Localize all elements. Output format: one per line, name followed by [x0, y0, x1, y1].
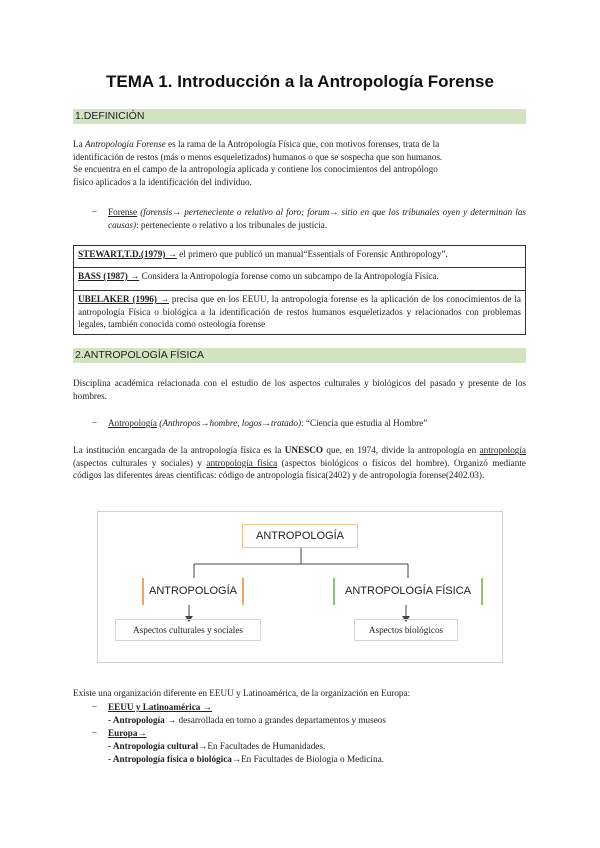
text-line2: identificación de restos (más o menos esqueletizados) humanos o que se sospecha que son humanos. [73, 151, 443, 162]
europa-heading [108, 727, 147, 740]
unesco-paragraph [73, 444, 526, 482]
ref-author: STEWART,T.D.(1979) → [78, 249, 177, 259]
section-heading-antropologia-fisica: 2.ANTROPOLOGÍA FÍSICA [73, 348, 526, 363]
reference-box-stewart [73, 245, 526, 268]
diagram-right-node: ANTROPOLOGÍA FÍSICA [333, 578, 483, 605]
eeuu-item-text: → desarrollada en torno a grandes departamentos y museos [164, 715, 386, 725]
europa-item-term: - Antropología cultural [108, 741, 199, 751]
term-antropologia: Antropología [108, 418, 157, 428]
section-heading-definicion: 1.DEFINICIÓN [73, 109, 526, 124]
reference-box-ubelaker [73, 291, 526, 335]
eeuu-heading [108, 701, 212, 714]
eeuu-item-term: - Antropología [108, 715, 165, 725]
europa-item-1 [108, 740, 325, 753]
bullet-dash: – [92, 701, 97, 711]
unesco: UNESCO [284, 445, 324, 455]
term-antropologia-forense: Antropología Forense [85, 139, 166, 149]
diagram-root-node: ANTROPOLOGÍA [242, 524, 358, 548]
definition-paragraph [73, 138, 526, 188]
antropologia-diagram [97, 511, 503, 663]
europa-item-2 [108, 753, 384, 766]
bullet-dash: – [92, 727, 97, 737]
ref-author: BASS (1987) → [78, 271, 140, 281]
antropologia-etymology: (Anthropos→hombre, logos→tratado) [157, 418, 302, 428]
forense-definition: : perteneciente o relativo a los tribunales de justicia. [136, 219, 328, 230]
reference-box-bass [73, 268, 526, 291]
text: que, en 1974, divide la antropología en [323, 445, 480, 455]
europa-item-text: →En Facultades de Humanidades. [198, 741, 326, 751]
diagram-right-leaf: Aspectos biológicos [354, 619, 458, 641]
ref-text: precisa que en los EEUU, la antropología forense es la aplicación de los conocimientos de la antropología Física o biológica a la identificación de restos humanos esqueletizados y relacionados con problemas legales, también conocida como osteología forense [78, 294, 521, 330]
text: (aspectos culturales y sociales) y [73, 457, 207, 468]
diagram-left-leaf: Aspectos culturales y sociales [115, 619, 261, 641]
eeuu-label: EEUU y Latinoamérica → [108, 702, 212, 712]
bullet-dash: – [92, 206, 97, 216]
bullet-dash: – [92, 417, 97, 427]
ref-text: el primero que publicó un manual“Essentials of Forensic Anthropology”. [176, 249, 448, 259]
bullet-forense [108, 206, 526, 231]
ref-author: UBELAKER (1996) → [78, 294, 170, 304]
diagram-left-node: ANTROPOLOGÍA [142, 578, 244, 605]
text-line4: físico aplicados a la identificación del individuo. [73, 176, 252, 187]
europa-item-term: - Antropología física o biológica [108, 754, 232, 764]
antropologia-definition: : “Ciencia que estudia al Hombre” [301, 418, 428, 428]
term-antropologia-fisica-link: antropología física [206, 457, 278, 468]
europa-item-text: →En Facultades de Biología o Medicina. [231, 754, 384, 764]
text: La institución encargada de la antropología física es la [73, 445, 285, 455]
text-line3: Se encuentra en el campo de la antropología aplicada y contiene los conocimientos del antropólogo [73, 164, 438, 175]
forense-etymology: (forensis→ perteneciente o relativo al foro; forum→ sitio en que los tribunales oyen y determinan las causas) [108, 207, 527, 230]
page-title: TEMA 1. Introducción a la Antropología Forense [106, 72, 494, 91]
europa-label: Europa→ [108, 728, 147, 738]
ref-text: Considera la Antropología forense como un subcampo de la Antropología Física. [139, 271, 439, 281]
org-intro: Existe una organización diferente en EEUU y Latinoamérica, de la organización en Europa: [73, 688, 411, 698]
disciplina-paragraph: Disciplina académica relacionada con el estudio de los aspectos culturales y biológicos del pasado y presente de los hombres. [73, 378, 526, 401]
text-la: La [73, 139, 83, 149]
eeuu-item [108, 714, 386, 727]
text: (aspectos biológicos o físicos del hombre). Organizó mediante códigos las diferentes áreas científicas: código de antropología física(2402) y de antropología forense(2402.03). [73, 457, 526, 481]
term-antropologia-link: antropología [479, 445, 527, 455]
bullet-antropologia [108, 417, 526, 430]
term-forense: Forense [108, 207, 138, 217]
text-line1: es la rama de la Antropología Física que, con motivos forenses, trata de la [165, 139, 440, 149]
